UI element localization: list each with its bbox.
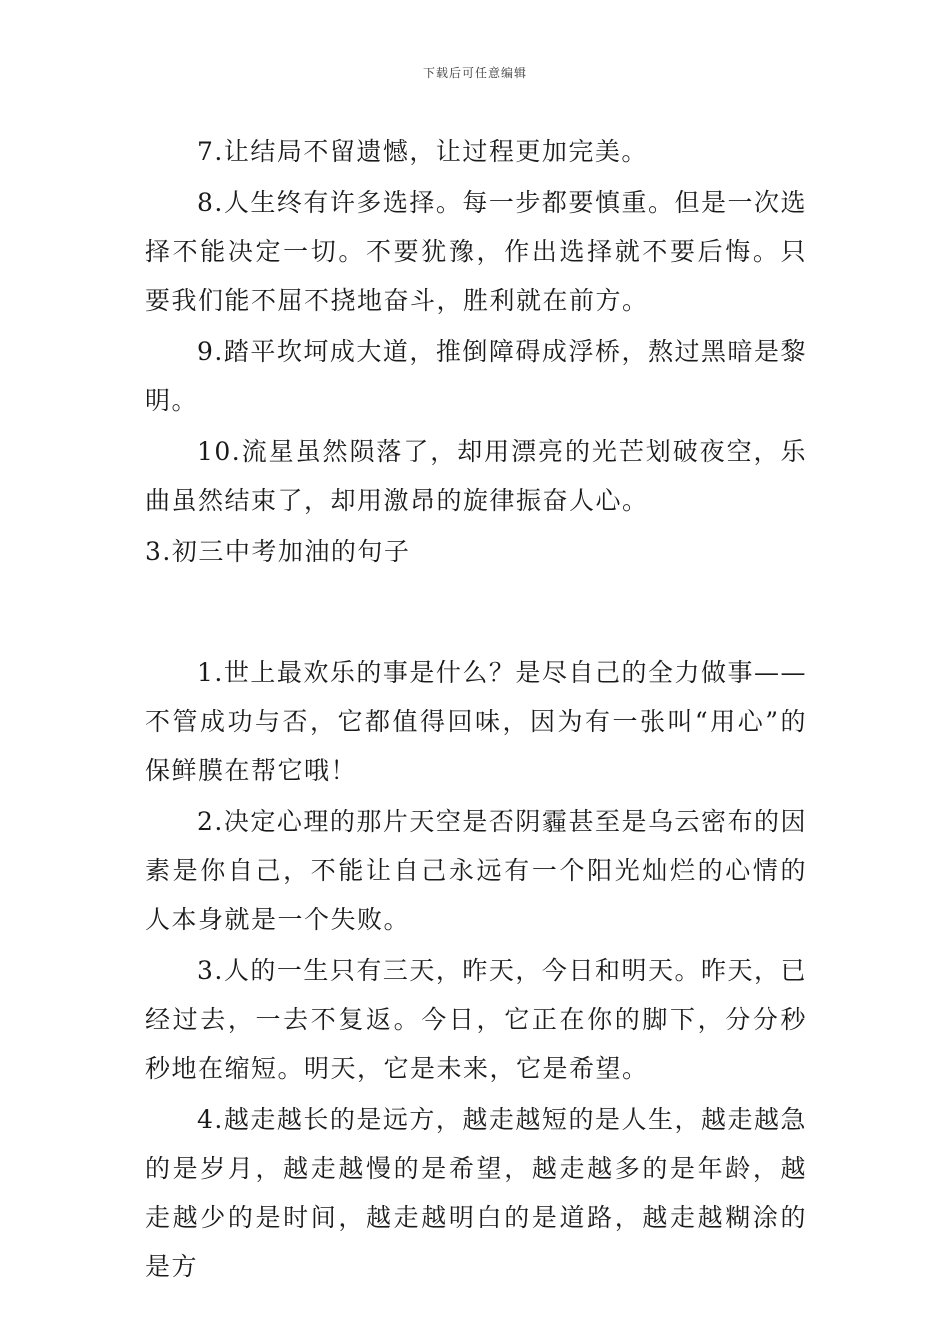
paragraph-8: 8.人生终有许多选择。每一步都要慎重。但是一次选择不能决定一切。不要犹豫，作出选择就不要后悔。只要我们能不屈不挠地奋斗，胜利就在前方。 [145,188,807,315]
section-paragraph-2: 2.决定心理的那片天空是否阴霾甚至是乌云密布的因素是你自己，不能让自己永远有一个阳光灿烂的心情的人本身就是一个失败。 [145,807,807,934]
section-paragraph-4: 4.越走越长的是远方，越走越短的是人生，越走越急的是岁月，越走越慢的是希望，越走越多的是年龄，越走越少的是时间，越走越明白的是道路，越走越糊涂的是方 [145,1105,807,1281]
paragraph-10: 10.流星虽然陨落了，却用漂亮的光芒划破夜空，乐曲虽然结束了，却用激昂的旋律振奋人心。 [145,437,807,515]
section-paragraph-1: 1.世上最欢乐的事是什么？是尽自己的全力做事——不管成功与否，它都值得回味，因为有一张叫“用心”的保鲜膜在帮它哦！ [145,658,807,785]
section-paragraph-3: 3.人的一生只有三天，昨天，今日和明天。昨天，已经过去，一去不复返。今日，它正在你的脚下，分分秒秒地在缩短。明天，它是未来，它是希望。 [145,956,807,1083]
section-title: 3.初三中考加油的句子 [145,537,411,566]
header-note: 下载后可任意编辑 [422,66,527,80]
paragraph-9: 9.踏平坎坷成大道，推倒障碍成浮桥，熬过黑暗是黎明。 [145,337,807,415]
paragraph-7: 7.让结局不留遗憾，让过程更加完美。 [197,137,648,166]
document-body [145,127,807,1293]
